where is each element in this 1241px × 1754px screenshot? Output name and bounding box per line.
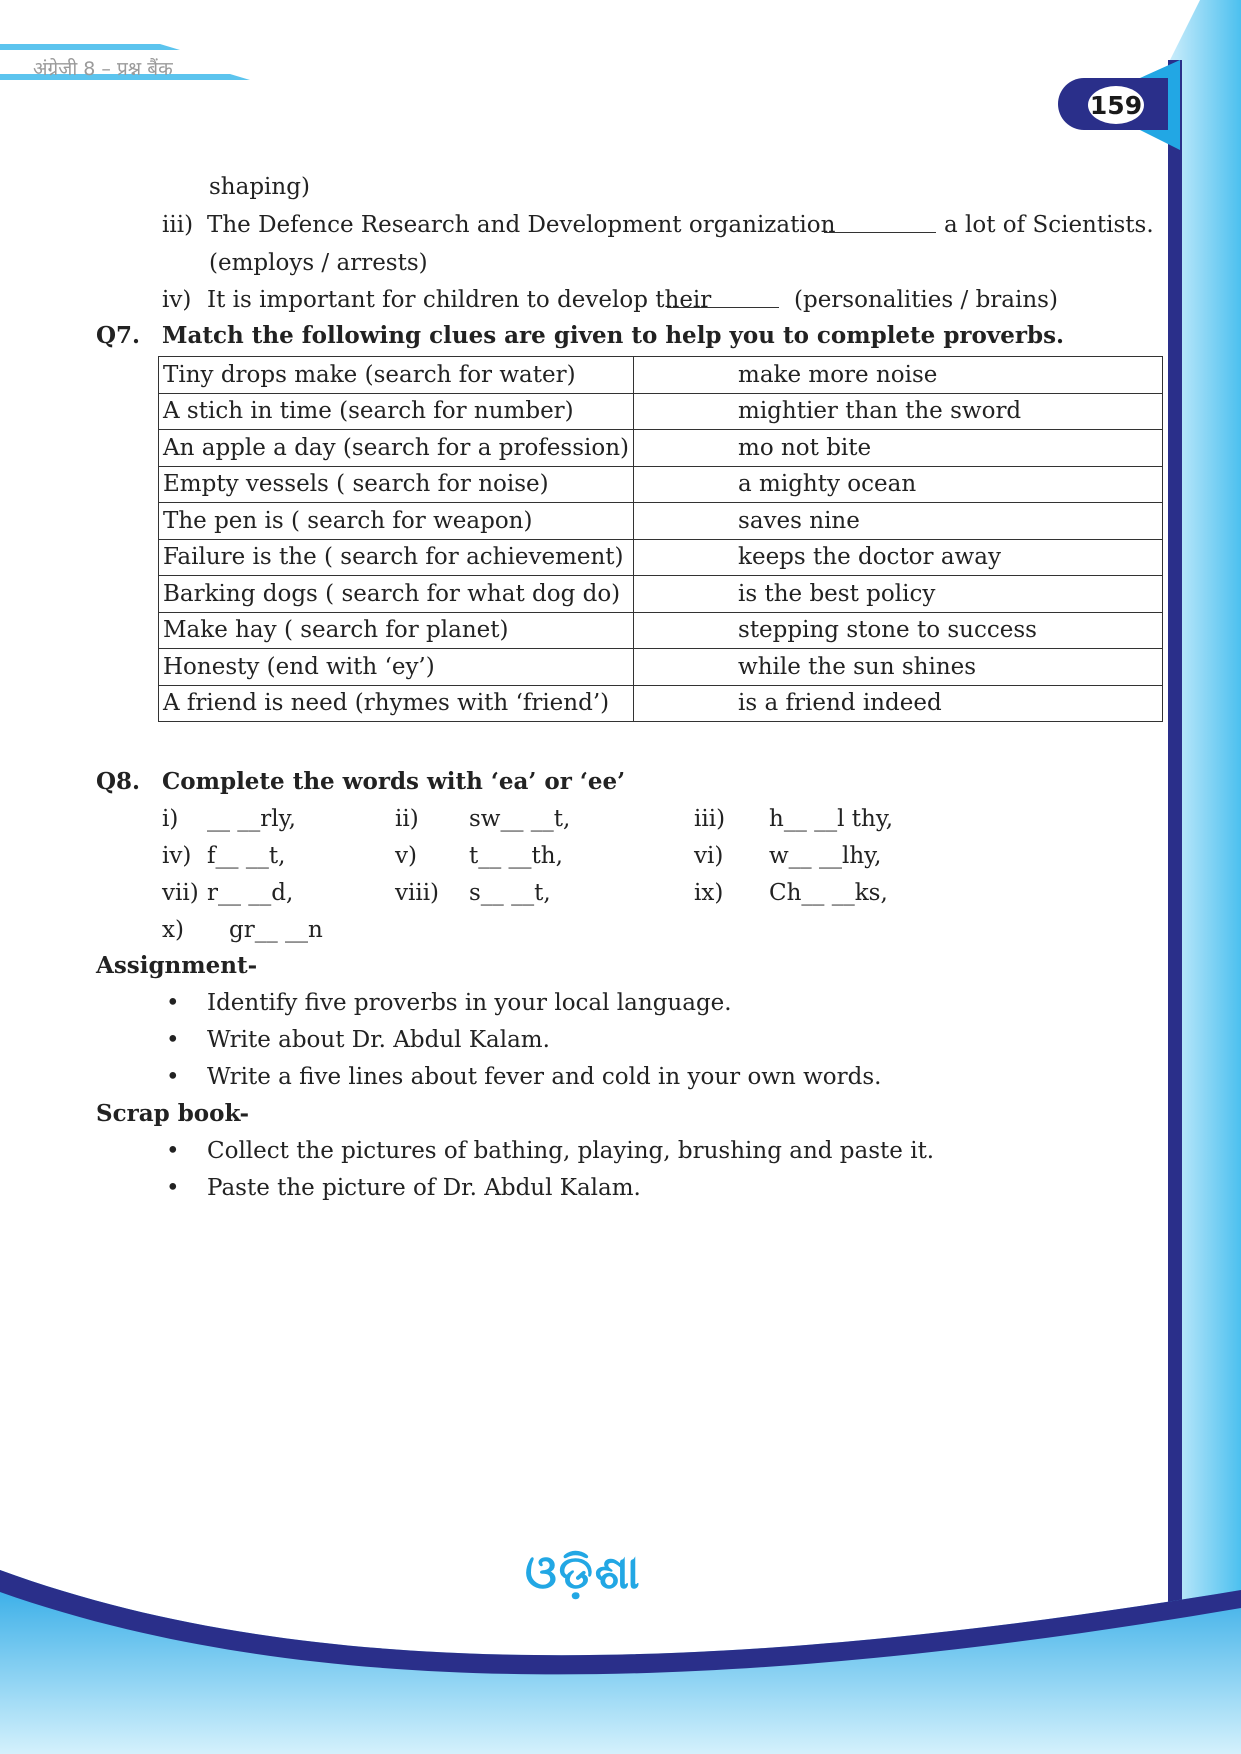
item-number: iii) xyxy=(694,806,726,832)
fill-word: sw__ __t, xyxy=(469,806,571,832)
fill-word: w__ __lhy, xyxy=(769,843,882,869)
item-number: iv) xyxy=(162,843,192,869)
item-number: x) xyxy=(162,917,184,943)
proverb-clue: Failure is the ( search for achievement) xyxy=(159,539,634,576)
table-row xyxy=(159,357,1163,394)
item-number: ix) xyxy=(694,880,724,906)
proverb-clue: Tiny drops make (search for water) xyxy=(159,357,634,394)
answer-blank xyxy=(667,287,779,312)
footer-logo: ଓଡ଼ିଶା xyxy=(525,1545,642,1599)
item-number: iv) xyxy=(162,287,192,313)
fill-word: f__ __t, xyxy=(207,843,286,869)
proverb-ending: is the best policy xyxy=(634,576,1163,613)
proverb-clue: An apple a day (search for a profession) xyxy=(159,430,634,467)
assignment-item: Write about Dr. Abdul Kalam. xyxy=(207,1027,550,1053)
proverb-clue: Make hay ( search for planet) xyxy=(159,612,634,649)
proverb-clue: The pen is ( search for weapon) xyxy=(159,503,634,540)
table-row xyxy=(159,430,1163,467)
table-row xyxy=(159,393,1163,430)
fill-word: __ __rly, xyxy=(207,806,296,832)
bullet-icon: • xyxy=(166,1027,180,1053)
proverb-ending: mightier than the sword xyxy=(634,393,1163,430)
proverb-clue: Honesty (end with ‘ey’) xyxy=(159,649,634,686)
section-title-assignment: Assignment- xyxy=(96,952,258,979)
sentence-text: It is important for children to develop their xyxy=(207,287,712,313)
question-title: Complete the words with ‘ea’ or ‘ee’ xyxy=(162,768,626,795)
item-number: viii) xyxy=(395,880,440,906)
question-number: Q7. xyxy=(96,322,141,349)
proverb-ending: keeps the doctor away xyxy=(634,539,1163,576)
answer-blank xyxy=(824,212,936,237)
item-number: ii) xyxy=(395,806,419,832)
fill-word: h__ __l thy, xyxy=(769,806,894,832)
page-number: 159 xyxy=(1088,86,1144,124)
item-number: iii) xyxy=(162,212,194,238)
bullet-icon: • xyxy=(166,1138,180,1164)
right-margin-decoration xyxy=(1140,0,1241,1754)
table-row xyxy=(159,466,1163,503)
scrapbook-item: Collect the pictures of bathing, playing, brushing and paste it. xyxy=(207,1138,935,1164)
bullet-icon: • xyxy=(166,1175,180,1201)
assignment-item: Write a five lines about fever and cold in your own words. xyxy=(207,1064,882,1090)
proverb-ending: while the sun shines xyxy=(634,649,1163,686)
proverb-ending: stepping stone to success xyxy=(634,612,1163,649)
item-number: i) xyxy=(162,806,179,832)
scrapbook-item: Paste the picture of Dr. Abdul Kalam. xyxy=(207,1175,641,1201)
proverb-clue: A stich in time (search for number) xyxy=(159,393,634,430)
table-row xyxy=(159,685,1163,722)
proverb-clue: Barking dogs ( search for what dog do) xyxy=(159,576,634,613)
proverb-ending: make more noise xyxy=(634,357,1163,394)
options-text: (employs / arrests) xyxy=(209,250,428,276)
table-row xyxy=(159,649,1163,686)
fill-word: gr__ __n xyxy=(229,917,323,943)
table-row xyxy=(159,503,1163,540)
bullet-icon: • xyxy=(166,1064,180,1090)
question-number: Q8. xyxy=(96,768,141,795)
fill-word: s__ __t, xyxy=(469,880,551,906)
sentence-text: (personalities / brains) xyxy=(794,287,1058,313)
table-row xyxy=(159,539,1163,576)
proverb-clue: Empty vessels ( search for noise) xyxy=(159,466,634,503)
proverb-match-table xyxy=(158,356,1163,722)
sentence-text: a lot of Scientists. xyxy=(944,212,1154,238)
header-title: अंग्रेजी 8 – प्रश्न बैंक xyxy=(33,58,173,80)
proverb-ending: saves nine xyxy=(634,503,1163,540)
fill-word: r__ __d, xyxy=(207,880,294,906)
proverb-ending: a mighty ocean xyxy=(634,466,1163,503)
table-row xyxy=(159,612,1163,649)
proverb-ending: is a friend indeed xyxy=(634,685,1163,722)
item-number: v) xyxy=(395,843,417,869)
table-row xyxy=(159,576,1163,613)
bullet-icon: • xyxy=(166,990,180,1016)
fill-word: Ch__ __ks, xyxy=(769,880,888,906)
assignment-item: Identify five proverbs in your local language. xyxy=(207,990,732,1016)
sentence-text: The Defence Research and Development organization xyxy=(207,212,836,238)
proverb-clue: A friend is need (rhymes with ‘friend’) xyxy=(159,685,634,722)
proverb-ending: mo not bite xyxy=(634,430,1163,467)
question-title: Match the following clues are given to help you to complete proverbs. xyxy=(162,322,1065,349)
item-number: vi) xyxy=(694,843,724,869)
continuation-text: shaping) xyxy=(209,174,310,200)
item-number: vii) xyxy=(162,880,199,906)
section-title-scrapbook: Scrap book- xyxy=(96,1100,250,1127)
fill-word: t__ __th, xyxy=(469,843,563,869)
